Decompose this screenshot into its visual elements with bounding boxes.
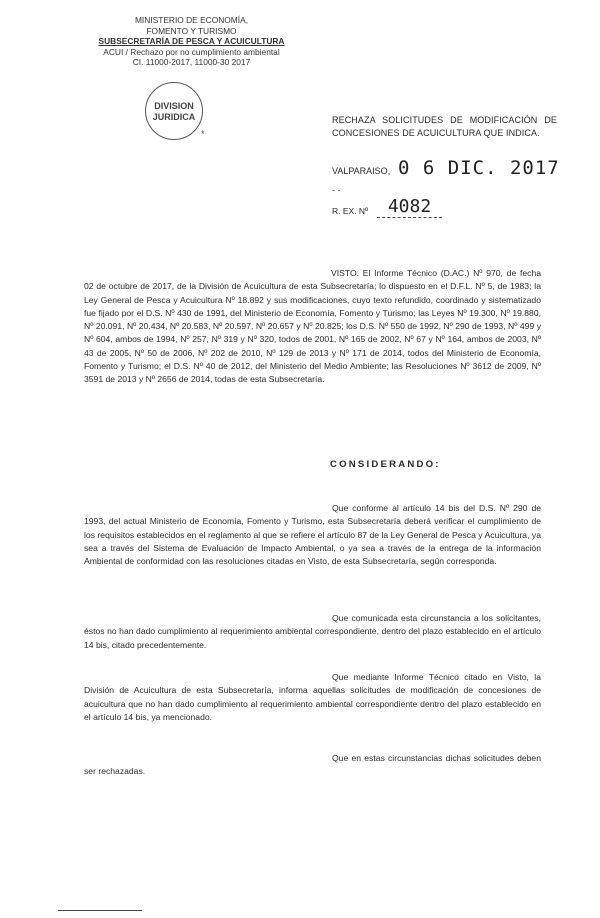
resolution-title: RECHAZA SOLICITUDES DE MODIFICACIÓN DE CONCESIONES DE ACUICULTURA QUE INDICA. — [332, 115, 557, 138]
stamp-text: DIVISION JURIDICA — [152, 101, 196, 122]
considerando-paragraph-3: Que mediante Informe Técnico citado en Visto, la División de Acuicultura de esta Subsecretaría, informa aquellas solicitudes de modificación de concesiones de acuicultura que no han dado cumplimiento al requerimiento ambiental correspondiente dentro del plazo establecido en el artículo 14 bis, ya mencionado. — [84, 672, 541, 722]
considerando-heading: CONSIDERANDO: — [330, 459, 441, 470]
footer-rule — [58, 910, 142, 911]
subsecretaria-name: SUBSECRETARÍA DE PESCA Y ACUICULTURA — [98, 36, 285, 47]
letterhead — [84, 15, 299, 68]
stamp-star-icon: * — [201, 129, 205, 139]
reference-line-2: CI. 11000-2017, 11000-30 2017 — [132, 57, 251, 68]
considerando-paragraph-1: Que conforme al artículo 14 bis del D.S. Nº 290 de 1993, del actual Ministerio de Economía, Fomento y Turismo, esta Subsecretaría deberá verificar el cumplimiento de los requisitos establecidos en el reglamento al que se refiere el artículo 87 de la Ley General de Pesca y Acuicultura, ya sea a través del Sistema de Evaluación de Impacto Ambiental, o ya sea a través de la entrega de la información Ambiental de conformidad con las resoluciones citadas en Visto, de esta Subsecretaría, según corresponda. — [84, 503, 541, 567]
city-label: VALPARAISO, — [332, 166, 391, 176]
reference-line-1: ACUI / Rechazo por no cumplimiento ambiental — [103, 46, 280, 57]
visto-paragraph: VISTO: El Informe Técnico (D.AC.) Nº 970, de fecha 02 de octubre de 2017, de la División de Acuicultura de esta Subsecretaría; lo dispuesto en el D.F.L. Nº 5, de 1983; la Ley General de Pesca y Acuicultura Nº 18.892 y sus modificaciones, cuyo texto refundido, coordinado y sistematizado fue fijado por el D.S. Nº 430 de 1991, del Ministerio de Economía, Fomento y Turismo; las Leyes Nº 19.300, Nº 19.880, Nº 20.091, Nº 20.434, Nº 20.583, Nº 20.597, Nº 20.657 y Nº 20.825; los D.S. Nº 550 de 1992, Nº 290 de 1993, Nº 499 y Nº 604, ambos de 1994, Nº 257, Nº 319 y Nº 320, todos de 2001, Nº 165 de 2002, Nº 67 y Nº 164, ambos de 2003, Nº 43 de 2005, Nº 50 de 2006, Nº 202 de 2010, Nº 129 de 2013 y Nº 171 de 2014, todos del Ministerio de Economía, Fomento y Turismo; el D.S. Nº 40 de 2012, del Ministerio del Medio Ambiente; las Resoluciones Nº 3612 de 2009, Nº 3591 de 2013 y Nº 2656 de 2014, todas de esta Subsecretaría. — [84, 268, 541, 385]
stamped-date: 0 6 DIC. 2017 — [398, 157, 560, 179]
ministry-line-2: FOMENTO Y TURISMO — [146, 25, 237, 36]
exento-number: 4082 — [377, 196, 442, 218]
considerando-paragraph-2: Que comunicada esta circunstancia a los solicitantes, éstos no han dado cumplimiento al requerimiento ambiental correspondiente, dentro del plazo establecido en el artículo 14 bis, citado precedentemente. — [84, 613, 541, 650]
dash-mark: - - — [332, 185, 341, 195]
considerando-paragraph-4: Que en estas circunstancias dichas solicitudes deben ser rechazadas. — [84, 753, 541, 777]
division-juridica-stamp — [145, 82, 203, 140]
exento-label: R. EX. Nº — [332, 206, 369, 216]
ministry-line-1: MINISTERIO DE ECONOMÍA, — [134, 15, 249, 25]
